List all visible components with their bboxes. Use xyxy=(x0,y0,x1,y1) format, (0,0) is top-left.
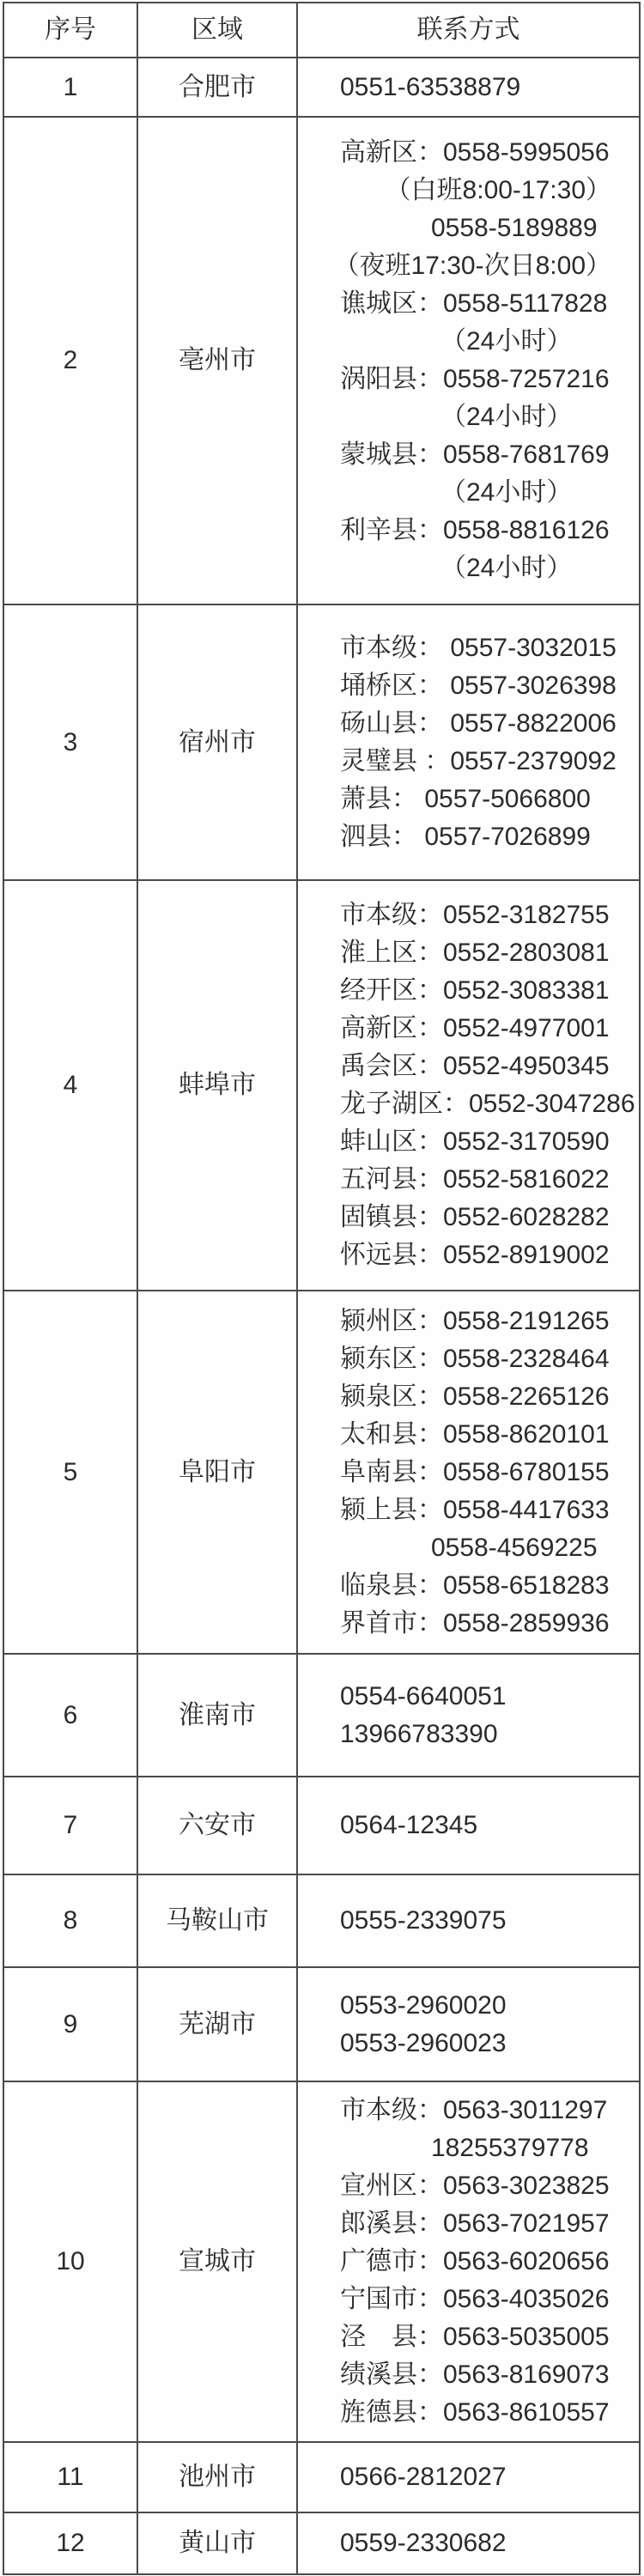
contact-line: 高新区：0558-5995056 xyxy=(340,138,610,167)
contact-cell xyxy=(296,2443,639,2512)
contact-line: （白班8:00-17:30） xyxy=(385,176,611,204)
table-row xyxy=(4,2441,639,2512)
row-number: 7 xyxy=(63,1811,78,1839)
contact-line: 0555-2339075 xyxy=(340,1906,507,1935)
contact-line: 宁国市：0563-4035026 xyxy=(340,2285,610,2313)
row-number: 9 xyxy=(63,2009,78,2038)
table-row xyxy=(4,57,639,116)
contact-line: （24小时） xyxy=(440,478,573,507)
contact-line: 禹会区：0552-4950345 xyxy=(340,1052,610,1080)
contact-line: 市本级：0552-3182755 xyxy=(340,901,610,929)
contact-line: 固镇县：0552-6028282 xyxy=(340,1203,610,1231)
contact-line: 砀山县： 0557-8822006 xyxy=(340,708,617,738)
row-number: 8 xyxy=(63,1906,78,1935)
contact-line: 广德市：0563-6020656 xyxy=(340,2247,610,2275)
contact-line: （24小时） xyxy=(440,403,573,431)
table-header-row xyxy=(4,3,639,57)
row-number: 2 xyxy=(63,346,78,374)
contact-line: 萧县： 0557-5066800 xyxy=(340,784,591,813)
contact-cell xyxy=(296,118,639,604)
contact-line: 市本级： 0557-3032015 xyxy=(340,633,617,662)
contact-line: 泗县： 0557-7026899 xyxy=(340,822,591,851)
row-number: 5 xyxy=(63,1457,78,1486)
region-name: 宿州市 xyxy=(137,605,296,879)
table-row xyxy=(4,1290,639,1653)
contact-line: 泾 县：0563-5035005 xyxy=(340,2323,610,2351)
contact-line: 0558-5189889 xyxy=(431,214,598,242)
contact-line: 临泉县：0558-6518283 xyxy=(340,1571,610,1600)
contact-cell xyxy=(296,605,639,879)
contact-line: 蒙城县：0558-7681769 xyxy=(340,440,610,469)
contact-line: 灵璧县 ：0557-2379092 xyxy=(340,746,617,775)
table-row xyxy=(4,1966,639,2081)
contact-line: 0551-63538879 xyxy=(340,72,521,101)
contact-line: 利辛县：0558-8816126 xyxy=(340,516,610,544)
contact-cell xyxy=(296,1291,639,1653)
row-number: 12 xyxy=(56,2529,85,2557)
contact-line: 0564-12345 xyxy=(340,1811,478,1839)
contact-line: 龙子湖区：0552-3047286 xyxy=(340,1090,635,1118)
row-number: 1 xyxy=(63,72,78,101)
contact-line: 经开区：0552-3083381 xyxy=(340,976,610,1005)
table-row xyxy=(4,116,639,604)
contact-line: 市本级：0563-3011297 xyxy=(340,2096,608,2124)
contact-cell xyxy=(296,1777,639,1874)
region-name: 淮南市 xyxy=(137,1655,296,1776)
contact-line: 0558-4569225 xyxy=(431,1533,598,1562)
contact-cell xyxy=(296,1968,639,2081)
contact-line: 18255379778 xyxy=(431,2134,589,2162)
contact-line: 五河县：0552-5816022 xyxy=(340,1165,610,1194)
region-name: 芜湖市 xyxy=(137,1968,296,2081)
contact-line: 0566-2812027 xyxy=(340,2463,507,2491)
region-name: 黄山市 xyxy=(137,2513,296,2573)
row-number: 6 xyxy=(63,1700,78,1729)
header-num: 序号 xyxy=(45,15,96,44)
region-name: 马鞍山市 xyxy=(137,1875,296,1966)
contact-line: 0559-2330682 xyxy=(340,2529,507,2557)
contact-cell xyxy=(296,1875,639,1966)
contact-line: 蚌山区：0552-3170590 xyxy=(340,1127,610,1156)
table-row xyxy=(4,1653,639,1776)
contact-line: （24小时） xyxy=(440,327,573,355)
contact-line: 怀远县：0552-8919002 xyxy=(340,1241,610,1269)
table-row xyxy=(4,604,639,879)
contact-line: 0553-2960023 xyxy=(340,2028,507,2057)
contact-line: 郎溪县：0563-7021957 xyxy=(340,2209,610,2238)
contact-line: 界首市：0558-2859936 xyxy=(340,1608,610,1637)
contact-line: 颍上县：0558-4417633 xyxy=(340,1495,610,1524)
table-row xyxy=(4,2081,639,2441)
row-number: 3 xyxy=(63,727,78,756)
table-row xyxy=(4,1776,639,1874)
header-contact: 联系方式 xyxy=(296,3,639,57)
contact-table xyxy=(3,2,641,2575)
region-name: 蚌埠市 xyxy=(137,881,296,1290)
contact-line: 阜南县：0558-6780155 xyxy=(340,1457,610,1486)
contact-line: 绩溪县：0563-8169073 xyxy=(340,2360,610,2389)
contact-line: 谯城区：0558-5117828 xyxy=(340,289,608,318)
header-region: 区域 xyxy=(137,3,296,57)
contact-cell xyxy=(296,58,639,116)
table-row xyxy=(4,2512,639,2573)
region-name: 池州市 xyxy=(137,2443,296,2512)
region-name: 亳州市 xyxy=(137,118,296,604)
contact-cell xyxy=(296,2082,639,2441)
contact-line: 颍东区：0558-2328464 xyxy=(340,1344,610,1373)
region-name: 阜阳市 xyxy=(137,1291,296,1653)
contact-cell xyxy=(296,881,639,1290)
region-name: 六安市 xyxy=(137,1777,296,1874)
contact-line: 高新区：0552-4977001 xyxy=(340,1014,610,1042)
contact-line: 0554-6640051 xyxy=(340,1681,507,1710)
contact-line: 宣州区：0563-3023825 xyxy=(340,2172,610,2200)
region-name: 宣城市 xyxy=(137,2082,296,2441)
contact-cell xyxy=(296,1655,639,1776)
contact-line: 旌德县：0563-8610557 xyxy=(340,2398,610,2427)
contact-line: 埇桥区： 0557-3026398 xyxy=(340,671,617,700)
contact-line: 0553-2960020 xyxy=(340,1990,507,2020)
contact-line: （24小时） xyxy=(440,554,573,582)
contact-line: 13966783390 xyxy=(340,1719,498,1748)
contact-line: 颍州区：0558-2191265 xyxy=(340,1306,610,1335)
contact-line: （夜班17:30-次日8:00） xyxy=(333,252,611,280)
contact-line: 太和县：0558-8620101 xyxy=(340,1419,610,1449)
table-row xyxy=(4,1874,639,1966)
region-name: 合肥市 xyxy=(137,58,296,116)
contact-cell xyxy=(296,2513,639,2573)
contact-line: 颍泉区：0558-2265126 xyxy=(340,1382,610,1411)
contact-line: 涡阳县：0558-7257216 xyxy=(340,365,610,393)
row-number: 10 xyxy=(56,2247,85,2275)
contact-line: 淮上区：0552-2803081 xyxy=(340,939,610,967)
row-number: 11 xyxy=(57,2463,84,2491)
row-number: 4 xyxy=(63,1071,78,1099)
table-row xyxy=(4,879,639,1290)
